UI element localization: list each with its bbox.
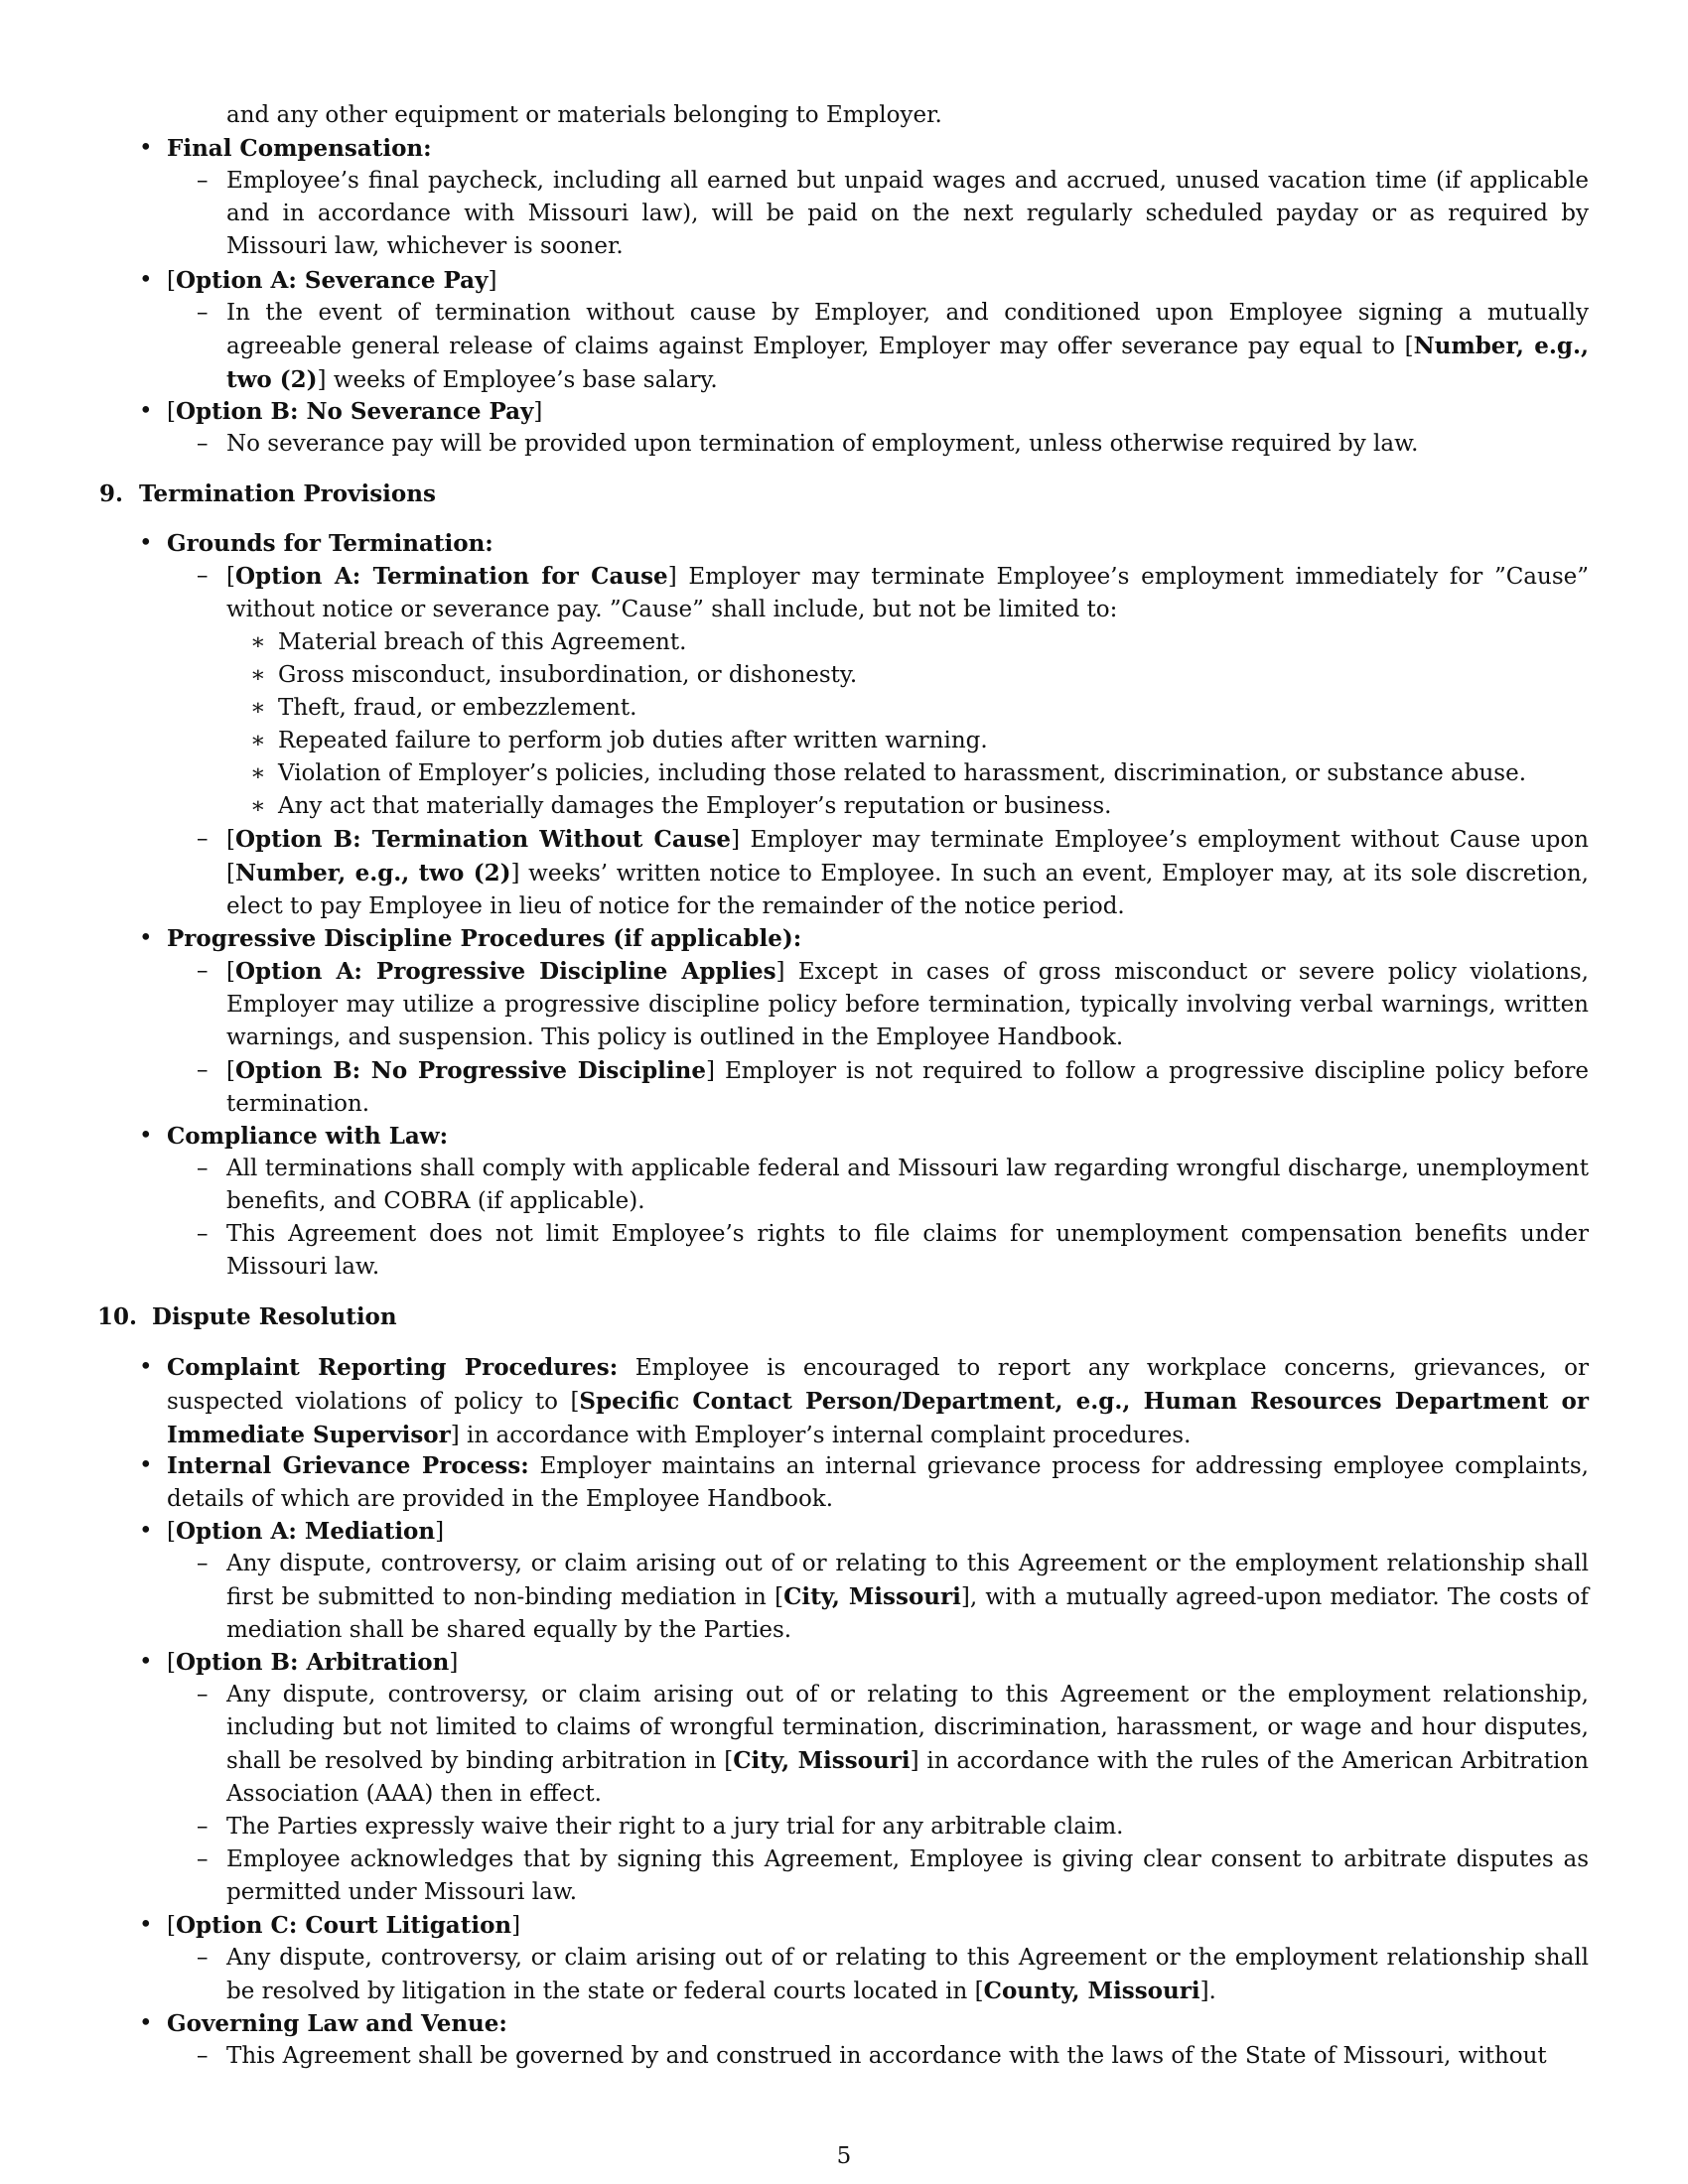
dash-icon: – [197, 2043, 209, 2069]
asterisk-icon: ∗ [250, 760, 266, 786]
arbitration-jury-waiver-item [197, 1811, 1589, 1843]
bullet-icon: • [139, 398, 153, 424]
asterisk-icon: ∗ [250, 662, 266, 688]
progressive-option-b-heading: Option B: No Progressive Discipline [234, 1057, 706, 1084]
dash-icon: – [197, 300, 209, 326]
section-10-title: Dispute Resolution [152, 1303, 397, 1330]
governing-law-text: This Agreement shall be governed by and construed in accordance with the laws of the State of Missouri, without [226, 2043, 1547, 2069]
mediation-city-placeholder: City, Missouri [783, 1583, 961, 1610]
arbitration-consent-item [197, 1843, 1589, 1909]
cause-text: Material breach of this Agreement. [278, 629, 687, 655]
compliance-text: All terminations shall comply with applicable federal and Missouri law regarding wrongful discharge, unemployment benefits, and COBRA (if applicable). [226, 1156, 1589, 1214]
dash-icon: – [197, 1814, 209, 1840]
progressive-discipline-item [139, 922, 1589, 956]
severance-option-a-heading: Option A: Severance Pay [175, 267, 489, 294]
section-10-number: 10. [97, 1303, 138, 1330]
bullet-icon: • [139, 925, 153, 951]
governing-law-heading: Governing Law and Venue: [167, 2010, 507, 2037]
progressive-option-b-text: Employer is not required to follow a progressive discipline policy before termination. [226, 1058, 1589, 1117]
cause-text: Any act that materially damages the Employer’s reputation or business. [278, 793, 1112, 819]
bullet-icon: • [139, 1649, 153, 1675]
cause-text: Gross misconduct, insubordination, or dishonesty. [278, 662, 858, 688]
grounds-heading: Grounds for Termination: [167, 530, 493, 557]
progressive-option-b-item: – [Option B: No Progressive Discipline] Employer is not required to follow a progressive discipline policy before termination. [226, 1054, 1589, 1121]
compliance-text: This Agreement does not limit Employee’s rights to file claims for unemployment compensation benefits under Missouri law. [226, 1221, 1589, 1280]
litigation-item: • [Option C: Court Litigation] [167, 1909, 1589, 1943]
cause-list-item [250, 626, 1589, 659]
severance-option-a-item: • [Option A: Severance Pay] [167, 264, 1589, 298]
asterisk-icon: ∗ [250, 695, 266, 721]
litigation-text-end: . [1208, 1979, 1216, 2004]
asterisk-icon: ∗ [250, 793, 266, 819]
termination-cause-heading: Option A: Termination for Cause [234, 563, 668, 590]
bullet-icon: • [139, 267, 153, 293]
severance-option-b-item: • [Option B: No Severance Pay] [167, 395, 1589, 429]
grounds-item [139, 527, 1589, 561]
litigation-text-item: – Any dispute, controversy, or claim arising out of or relating to this Agreement or the employment relationship shall be resolved by litigation in the state or federal courts located in [County, Missouri]. [226, 1942, 1589, 2008]
complaint-text-end: in accordance with Employer’s internal complaint procedures. [459, 1423, 1192, 1448]
final-compensation-item [139, 132, 1589, 166]
dash-icon: – [197, 958, 209, 984]
dash-icon: – [197, 563, 209, 589]
mediation-text-item: – Any dispute, controversy, or claim arising out of or relating to this Agreement or the employment relationship shall first be submitted to non-binding mediation in [City, Missouri], with a mutually agreed-upon mediator. The costs of mediation shall be shared equally by the Parties. [226, 1548, 1589, 1647]
final-compensation-text-item [197, 165, 1589, 263]
arbitration-text-item: – Any dispute, controversy, or claim arising out of or relating to this Agreement or the employment relationship, including but not limited to claims of wrongful termination, discrimination, harassment, or wage and hour disputes, shall be resolved by binding arbitration in [City, Missouri] in accordance with the rules of the American Arbitration Association (AAA) then in effect. [226, 1679, 1589, 1811]
final-compensation-text: Employee’s final paycheck, including all earned but unpaid wages and accrued, unused vacation time (if applicable and in accordance with Missouri law), will be paid on the next regularly scheduled payday or as required by Missouri law, whichever is sooner. [226, 168, 1589, 259]
bullet-icon: • [139, 530, 153, 556]
dash-icon: – [197, 1551, 209, 1576]
dash-icon: – [197, 1156, 209, 1181]
progressive-option-a-text: Except in cases of gross misconduct or severe policy violations, Employer may utilize a progressive discipline policy before termination, typically involving verbal warnings, written warnings, and suspension. This policy is outlined in the Employee Handbook. [226, 959, 1589, 1050]
arbitration-text: Any dispute, controversy, or claim arising out of or relating to this Agreement or the employment relationship, including but not limited to claims of wrongful termination, discrimination, harassment, or wage and hour disputes, shall be resolved by binding arbitration in [226, 1682, 1589, 1774]
final-compensation-heading: Final Compensation: [167, 135, 432, 162]
severance-b-text: No severance pay will be provided upon termination of employment, unless otherwise required by law. [226, 431, 1419, 457]
cause-text: Violation of Employer’s policies, including those related to harassment, discrimination, or substance abuse. [278, 760, 1527, 786]
severance-option-b-text-item [197, 428, 1589, 461]
termination-without-cause-item: – [Option B: Termination Without Cause] Employer may terminate Employee’s employment without Cause upon [Number, e.g., two (2)] weeks’ written notice to Employee. In such an event, Employer may, at its sole discretion, elect to pay Employee in lieu of notice for the remainder of the notice period. [226, 823, 1589, 923]
cause-list-item [250, 692, 1589, 725]
governing-law-text-item [197, 2040, 1589, 2073]
progressive-discipline-heading: Progressive Discipline Procedures (if applicable): [167, 925, 802, 952]
bullet-icon: • [139, 2010, 153, 2036]
bullet-icon: • [139, 1452, 153, 1478]
complaint-item: • Complaint Reporting Procedures: Employee is encouraged to report any workplace concerns, grievances, or suspected violations of policy to [Specific Contact Person/Department, e.g., Human Resources Department or Immediate Supervisor] in accordance with Employer’s internal complaint procedures. [167, 1351, 1589, 1452]
dash-icon: – [197, 431, 209, 457]
cause-list-item [250, 790, 1589, 823]
compliance-list-item [197, 1218, 1589, 1284]
bullet-icon: • [139, 1518, 153, 1544]
dash-icon: – [197, 1682, 209, 1707]
severance-a-placeholder: Number, e.g., two (2) [226, 333, 1589, 393]
dash-icon: – [197, 1846, 209, 1872]
page-number: 5 [836, 2143, 852, 2169]
asterisk-icon: ∗ [250, 629, 266, 655]
grievance-item [139, 1449, 1589, 1516]
compliance-list-item [197, 1153, 1589, 1218]
section-10-heading [97, 1300, 1587, 1333]
grievance-heading: Internal Grievance Process: [167, 1452, 529, 1479]
governing-law-item [139, 2007, 1589, 2041]
bullet-icon: • [139, 135, 153, 161]
mediation-item: • [Option A: Mediation] [167, 1515, 1589, 1549]
termination-without-cause-heading: Option B: Termination Without Cause [234, 826, 732, 853]
cause-text: Repeated failure to perform job duties after written warning. [278, 728, 988, 753]
termination-notice-placeholder: Number, e.g., two (2) [234, 860, 511, 887]
litigation-heading: Option C: Court Litigation [175, 1912, 512, 1939]
mediation-text: Any dispute, controversy, or claim arising out of or relating to this Agreement or the employment relationship shall first be submitted to non-binding mediation in [226, 1551, 1589, 1610]
grievance-text: Employer maintains an internal grievance process for addressing employee complaints, details of which are provided in the Employee Handbook. [167, 1453, 1589, 1512]
continuation-text: and any other equipment or materials belonging to Employer. [226, 102, 942, 128]
mediation-text-end: , with a mutually agreed-upon mediator. The costs of mediation shall be shared equally by the Parties. [226, 1584, 1590, 1643]
severance-a-text-end: weeks of Employee’s base salary. [326, 367, 718, 393]
mediation-heading: Option A: Mediation [175, 1518, 436, 1545]
compliance-heading: Compliance with Law: [167, 1123, 449, 1150]
arbitration-consent-text: Employee acknowledges that by signing this Agreement, Employee is giving clear consent to arbitrate disputes as permitted under Missouri law. [226, 1846, 1589, 1905]
section-9-title: Termination Provisions [139, 480, 436, 507]
severance-a-text: In the event of termination without cause by Employer, and conditioned upon Employee signing a mutually agreeable general release of claims against Employer, Employer may offer severance pay equal to [226, 300, 1589, 359]
arbitration-city-placeholder: City, Missouri [733, 1747, 911, 1774]
arbitration-item: • [Option B: Arbitration] [167, 1646, 1589, 1680]
asterisk-icon: ∗ [250, 728, 266, 753]
arbitration-heading: Option B: Arbitration [175, 1649, 450, 1676]
complaint-text: Employee is encouraged to report any workplace concerns, grievances, or suspected violations of policy to [167, 1355, 1589, 1415]
cause-text: Theft, fraud, or embezzlement. [278, 695, 637, 721]
complaint-heading: Complaint Reporting Procedures: [167, 1354, 619, 1381]
progressive-option-a-item: – [Option A: Progressive Discipline Applies] Except in cases of gross misconduct or severe policy violations, Employer may utilize a progressive discipline policy before termination, typically involving verbal warnings, written warnings, and suspension. This policy is outlined in the Employee Handbook. [226, 955, 1589, 1054]
termination-cause-text: Employer may terminate Employee’s employment immediately for ”Cause” without notice or severance pay. ”Cause” shall include, but not be limited to: [226, 564, 1590, 622]
cause-list-item [250, 725, 1589, 757]
termination-for-cause-item: – [Option A: Termination for Cause] Employer may terminate Employee’s employment immediately for ”Cause” without notice or severance pay. ”Cause” shall include, but not be limited to: [226, 560, 1589, 626]
bullet-icon: • [139, 1123, 153, 1149]
termination-without-cause-text: Employer may terminate Employee’s employment without Cause upon [740, 827, 1589, 853]
section-9-heading [99, 478, 1589, 510]
dash-icon: – [197, 168, 209, 194]
section-9-number: 9. [99, 480, 124, 507]
arbitration-text-end: in accordance with the rules of the American Arbitration Association (AAA) then in effect. [226, 1748, 1589, 1807]
termination-without-cause-text-end: weeks’ written notice to Employee. In such an event, Employer may, at its sole discretion, elect to pay Employee in lieu of notice for the remainder of the notice period. [226, 861, 1589, 919]
dash-icon: – [197, 1057, 209, 1083]
complaint-placeholder: Specific Contact Person/Department, e.g., Human Resources Department or Immediate Supervisor [167, 1388, 1589, 1448]
bullet-icon: • [139, 1354, 153, 1380]
cause-list-item [250, 659, 1589, 692]
bullet-icon: • [139, 1912, 153, 1938]
cause-list-item [250, 757, 1589, 790]
litigation-text: Any dispute, controversy, or claim arising out of or relating to this Agreement or the employment relationship shall be resolved by litigation in the state or federal courts located in [226, 1945, 1589, 2004]
dash-icon: – [197, 1221, 209, 1247]
severance-option-a-text-item: – In the event of termination without cause by Employer, and conditioned upon Employee signing a mutually agreeable general release of claims against Employer, Employer may offer severance pay equal to [Number, e.g., two (2)] weeks of Employee’s base salary. [226, 297, 1589, 397]
compliance-item [139, 1120, 1589, 1154]
jury-waiver-text: The Parties expressly waive their right to a jury trial for any arbitrable claim. [226, 1814, 1124, 1840]
progressive-option-a-heading: Option A: Progressive Discipline Applies [234, 958, 776, 985]
severance-option-b-heading: Option B: No Severance Pay [175, 398, 534, 425]
dash-icon: – [197, 826, 209, 852]
litigation-county-placeholder: County, Missouri [983, 1978, 1200, 2004]
dash-icon: – [197, 1945, 209, 1971]
